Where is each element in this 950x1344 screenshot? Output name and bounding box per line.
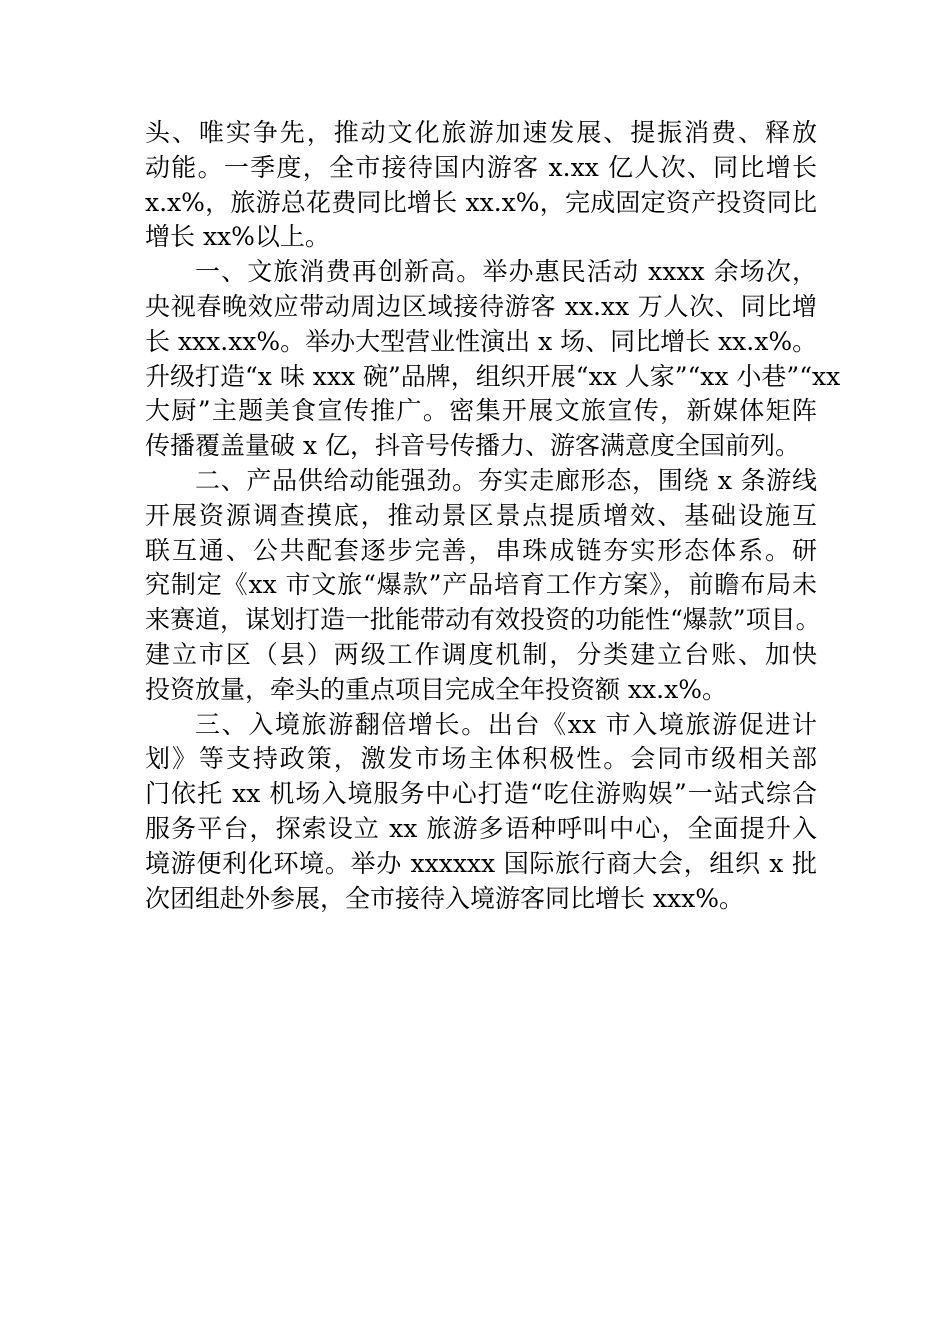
paragraph-intro (145, 116, 817, 255)
paragraph-section-3 (145, 708, 817, 917)
text-line: 长 xxx.xx%。举办大型营业性演出 x 场、同比增长 xx.x%。 (145, 326, 818, 356)
text-line: 开展资源调查摸底，推动景区景点提质增效、基础设施互 (145, 500, 817, 530)
text-line: 境游便利化环境。举办 xxxxxx 国际旅行商大会，组织 x 批 (145, 848, 817, 878)
text-line: x.x%，旅游总花费同比增长 xx.x%，完成固定资产投资同比 (145, 187, 817, 217)
text-line: 头、唯实争先，推动文化旅游加速发展、提振消费、释放 (145, 118, 817, 147)
paragraph-section-2 (145, 464, 821, 708)
text-line: 究制定《xx 市文旅“爆款”产品培育工作方案》，前瞻布局未 (145, 570, 817, 600)
paragraph-section-1 (145, 255, 841, 464)
text-line: 划》等支持政策，激发市场主体积极性。会同市级相关部 (145, 744, 817, 774)
text-line: 联互通、公共配套逐步完善，串珠成链夯实形态体系。研 (145, 535, 817, 565)
text-line: 投资放量，牵头的重点项目完成全年投资额 xx.x%。 (145, 674, 727, 704)
text-line: 增长 xx%以上。 (145, 222, 330, 252)
section-heading-line: 三、入境旅游翻倍增长。出台《xx 市入境旅游促进计 (195, 709, 817, 739)
text-line: 央视春晚效应带动周边区域接待游客 xx.xx 万人次、同比增 (145, 291, 817, 321)
text-line: 动能。一季度，全市接待国内游客 x.xx 亿人次、同比增长 (145, 152, 817, 182)
text-line: 建立市区（县）两级工作调度机制，分类建立台账、加快 (145, 639, 817, 669)
section-heading-line: 二、产品供给动能强劲。夯实走廊形态，围绕 x 条游线 (195, 465, 817, 495)
section-heading-line: 一、文旅消费再创新高。举办惠民活动 xxxx 余场次， (195, 257, 817, 287)
text-line: 大厨”主题美食宣传推广。密集开展文旅宣传，新媒体矩阵 (145, 396, 817, 426)
text-line: 升级打造“x 味 xxx 碗”品牌，组织开展“xx 人家”“xx 小巷”“xx (145, 361, 841, 391)
document-body (145, 116, 841, 916)
text-line: 次团组赴外参展，全市接待入境游客同比增长 xxx%。 (145, 883, 745, 913)
text-line: 传播覆盖量破 x 亿，抖音号传播力、游客满意度全国前列。 (145, 431, 800, 461)
text-line: 门依托 xx 机场入境服务中心打造“吃住游购娱”一站式综合 (145, 779, 817, 809)
text-line: 来赛道，谋划打造一批能带动有效投资的功能性“爆款”项目。 (145, 605, 821, 635)
text-line: 服务平台，探索设立 xx 旅游多语种呼叫中心，全面提升入 (145, 813, 817, 843)
